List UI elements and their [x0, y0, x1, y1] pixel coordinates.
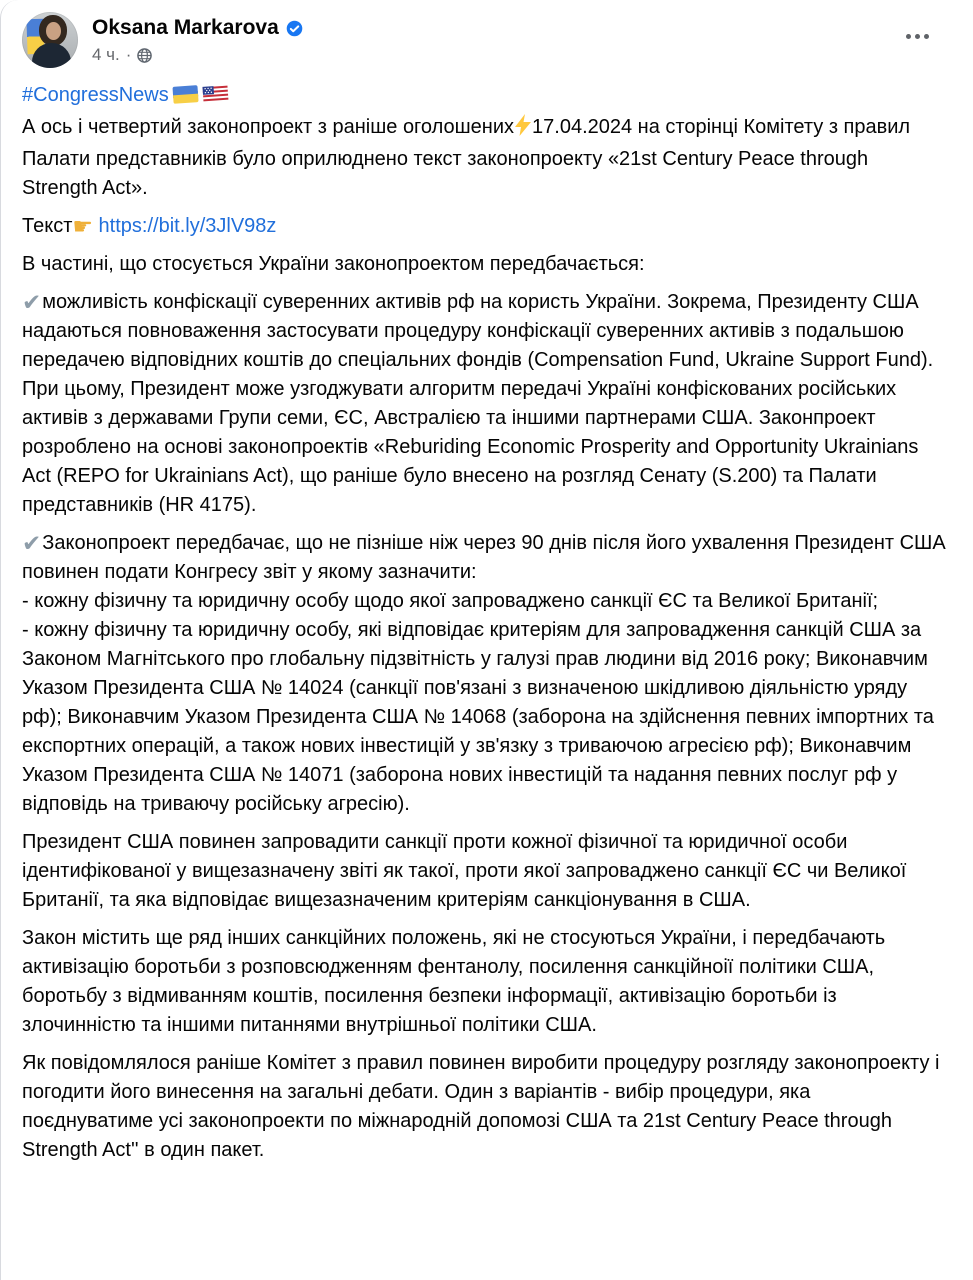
- meta-separator: ·: [125, 45, 132, 64]
- ukraine-flag-icon: [172, 84, 199, 113]
- paragraph-link: [22, 212, 947, 241]
- link-label: Текст: [22, 215, 73, 237]
- hashtag-link[interactable]: #CongressNews: [22, 84, 169, 106]
- timestamp: 4 ч.: [92, 45, 120, 64]
- paragraph-checked-list: [22, 529, 947, 819]
- lightning-icon: [515, 114, 531, 145]
- post-meta[interactable]: [92, 45, 303, 65]
- list-intro: ✔Законопроект передбачає, що не пізніше ніж через 90 днів після його ухвалення Президент США повинен подати Конгресу звіт у якому зазначити:: [22, 531, 946, 583]
- avatar[interactable]: [22, 12, 78, 68]
- paragraph-intro: [22, 81, 947, 203]
- post-header: [22, 12, 947, 68]
- pointing-right-icon: ☛: [72, 214, 93, 240]
- paragraph-checked: [22, 288, 947, 520]
- author-name[interactable]: Oksana Markarova: [92, 16, 279, 39]
- us-flag-icon: [202, 84, 229, 113]
- paragraph-text: 17.04.2024 на сторінці Комітету з правил Палати представників було оприлюднено текст законопроекту «21st Century Peace through Strength Act».: [22, 116, 911, 199]
- check-mark-icon: ✔: [22, 531, 42, 557]
- paragraph-text: можливість конфіскації суверенних активів рф на користь України. Зокрема, Президенту США надаються повноваження застосувати процедуру конфіскації суверенних активів з подальшою передачею відповідних коштів до спеціальних фондів (Compensation Fund, Ukraine Support Fund). При цьому, Президент може узгоджувати алгоритм передачі Україні конфіскованих російських активів з державами Групи семи, ЄС, Австралією та іншими партнерами США. Законпроект розроблено на основі законопроектів «Reburiding Economic Prosperity and Opportunity Ukrainians Act (REPO for Ukrainians Act), що раніше було внесено на розгляд Сенату (S.200) та Палати представників (HR 4175).: [22, 291, 934, 516]
- check-mark-icon: ✔: [22, 290, 42, 316]
- verified-badge-icon: [286, 20, 303, 37]
- paragraph: В частині, що стосується України законопроектом передбачається:: [22, 253, 645, 275]
- post-body: [22, 81, 947, 1165]
- list-item: - кожну фізичну та юридичну особу щодо якої запроваджено санкції ЄС та Великої Британії;: [22, 590, 879, 612]
- paragraph: Президент США повинен запровадити санкції проти кожної фізичної та юридичної особи ідентифікованої у вищезазначену звіті як такої, проти якої запроваджено санкції ЄС чи Великої Британії, та яка відповідає вищезазначеним критеріям санкціонування в США.: [22, 831, 907, 911]
- paragraph: Закон містить ще ряд інших санкційних положень, які не стосуються України, і передбачають активізацію боротьби з розповсюдженням фентанолу, посилення санкційноії політики США, боротьбу з відмиванням коштів, посилення безпеки інформації, активізацію боротьби із злочинністю та іншими питаннями внутрішньої політики США.: [22, 927, 886, 1036]
- more-options-icon[interactable]: [900, 28, 935, 45]
- paragraph: Як повідомлялося раніше Комітет з правил повинен виробити процедуру розгляду законопроекту і погодити його винесення на загальні дебати. Один з варіантів - вибір процедури, яка поєднуватиме усі законопроекти по міжнародній допомозі США та 21st Century Peace through Strength Act'' в один пакет.: [22, 1052, 940, 1161]
- globe-icon: [137, 48, 152, 63]
- paragraph-text: А ось і четвертий законопроект з раніше оголошених: [22, 116, 515, 138]
- post-link[interactable]: https://bit.ly/3JlV98z: [98, 215, 277, 237]
- list-item: - кожну фізичну та юридичну особу, які відповідає критеріям для запровадження санкцій США за Законом Магнітського про глобальну підзвітність у галузі прав людини від 2016 року; Виконавчим Указом Президента США № 14024 (санкції пов'язані з визначеною шкідливою діяльністю уряду рф); Виконавчим Указом Президента США № 14068 (заборона на здійснення певних імпортних та експортних операцій, а також нових інвестицій у зв'язку з триваючою агресією рф); Виконавчим Указом Президента США № 14071 (заборона нових інвестицій та надання певних послуг рф у відповідь на триваючу російську агресію).: [22, 619, 934, 815]
